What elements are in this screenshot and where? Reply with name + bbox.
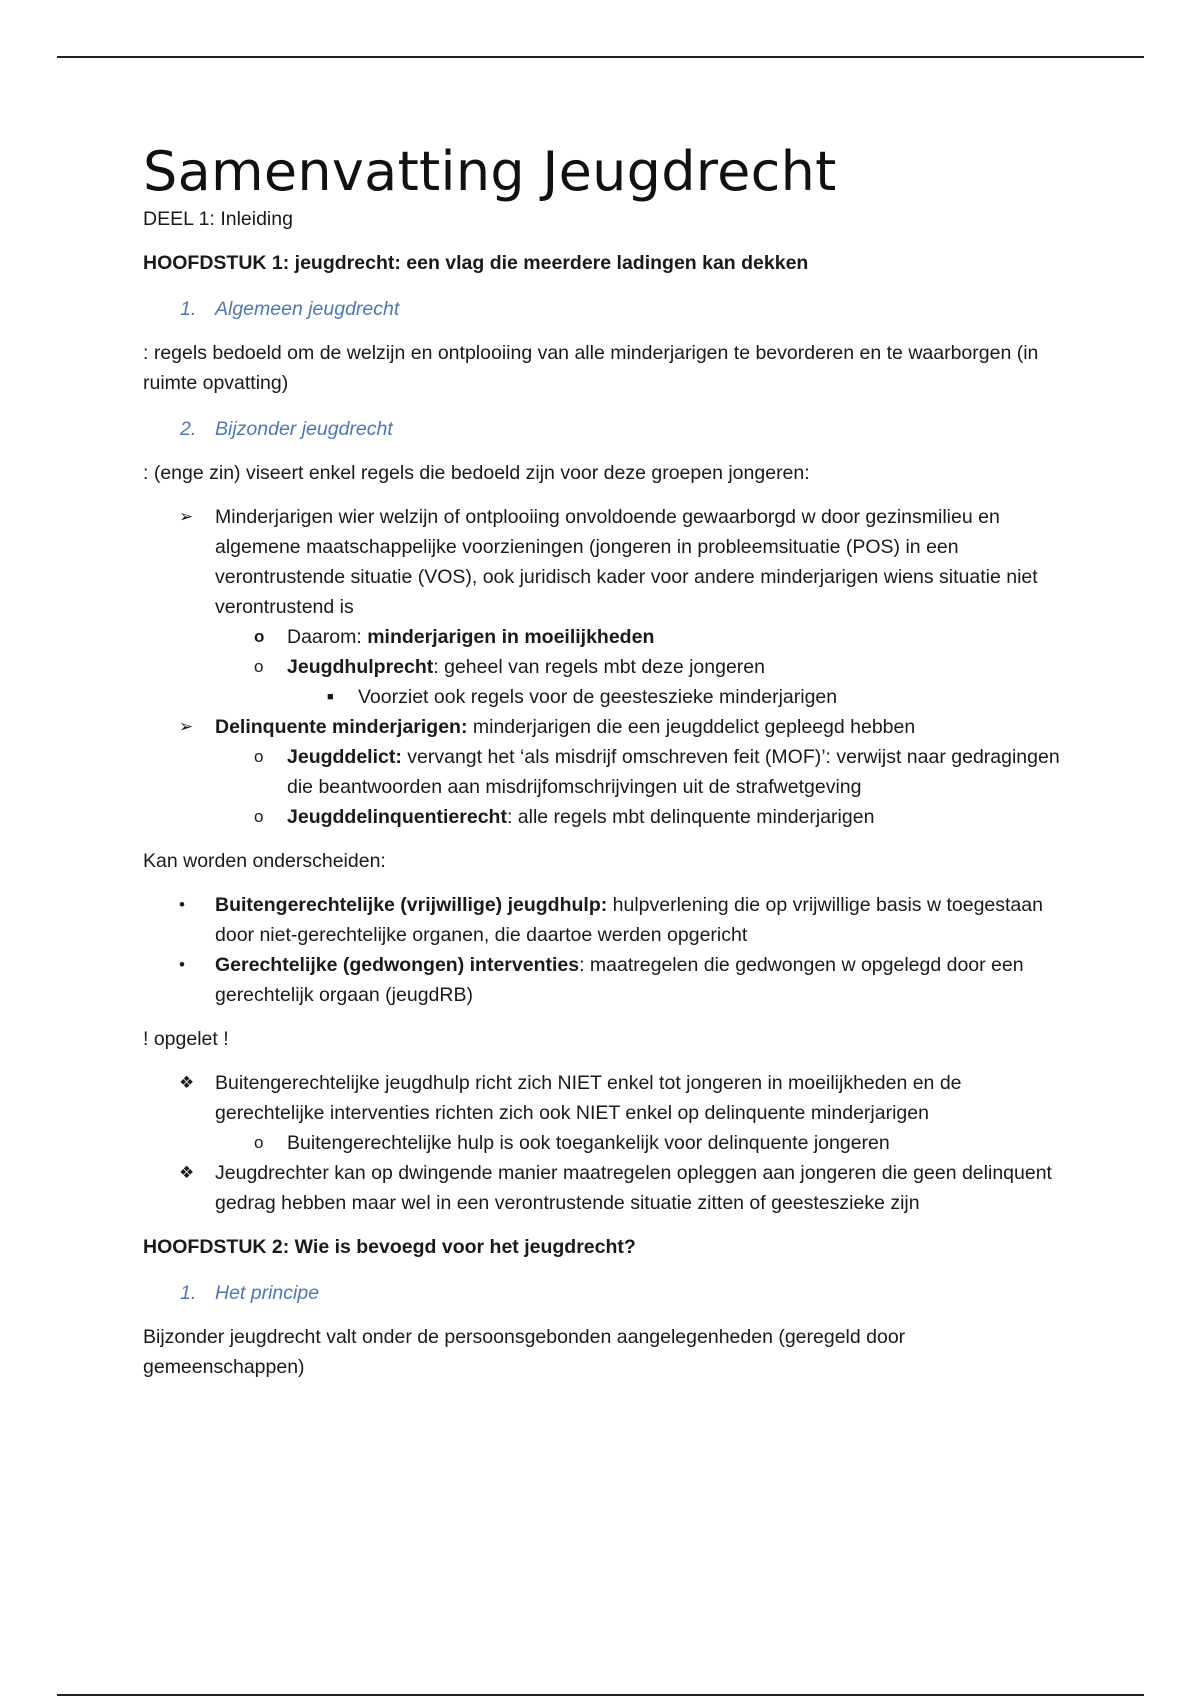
diamond-bullet-icon: ❖: [179, 1163, 195, 1182]
dot-bullet-icon: •: [179, 955, 185, 974]
list-item-text: Voorziet ook regels voor de geesteszieke minderjarigen: [358, 686, 838, 708]
section-label: Bijzonder jeugdrecht: [215, 418, 393, 440]
bold-term: Buitengerechtelijke (vrijwillige) jeugdhulp:: [215, 894, 608, 916]
bold-term: Jeugddelict:: [287, 746, 402, 768]
list-item-text: Buitengerechtelijke jeugdhulp richt zich NIET enkel tot jongeren in moeilijkheden en de gerechtelijke interventies richten zich ook NIET enkel op delinquente minderjarigen: [215, 1072, 962, 1124]
part-heading: DEEL 1: Inleiding: [143, 208, 293, 230]
paragraph-principe: Bijzonder jeugdrecht valt onder de persoonsgebonden aangelegenheden (geregeld door gemeenschappen): [143, 1326, 906, 1378]
section-number: 1.: [180, 298, 197, 320]
list-item-text: Minderjarigen wier welzijn of ontplooiing onvoldoende gewaarborgd w door gezinsmilieu en algemene maatschappelijke voorzieningen (jongeren in probleemsituatie (POS) in een verontrustende situatie (VOS), ook juridisch kader voor andere minderjarigen wiens situatie niet verontrustend is: [215, 506, 1038, 618]
list-item: [143, 622, 1063, 652]
bold-term: Delinquente minderjarigen:: [215, 716, 468, 738]
document-title: Samenvatting Jeugdrecht: [143, 140, 837, 203]
list-item-text: [215, 950, 1063, 1010]
diamond-bullet-icon: ❖: [179, 1073, 195, 1092]
list-item: [143, 502, 1063, 622]
bold-term: Jeugddelinquentierecht: [287, 806, 507, 828]
circle-bullet-icon: o: [254, 1133, 264, 1152]
text-run: : maatregelen die gedwongen w opgelegd door een gerechtelijk orgaan (jeugdRB): [215, 954, 1024, 1006]
text-run: minderjarigen die een jeugddelict gepleegd hebben: [467, 716, 916, 738]
footer-rule: [57, 1694, 1144, 1696]
section-number: 2.: [180, 418, 197, 440]
list-item: [143, 950, 1063, 1010]
list-item: [143, 1128, 1063, 1158]
list-item-text: [215, 712, 1063, 742]
list-item-text: [287, 802, 1063, 832]
groups-list: [143, 502, 1063, 832]
list-item: [143, 802, 1063, 832]
list-item-text: [287, 742, 1063, 802]
text-run: : alle regels mbt delinquente minderjarigen: [506, 806, 875, 828]
list-item-text: [287, 652, 1063, 682]
text-run: Daarom:: [287, 626, 368, 648]
bold-term: Jeugdhulprecht: [287, 656, 434, 678]
list-item-text: [215, 890, 1063, 950]
list-item: [143, 652, 1063, 682]
paragraph-attention: ! opgelet !: [143, 1028, 229, 1050]
paragraph-algemeen: : regels bedoeld om de welzijn en ontplooiing van alle minderjarigen te bevorderen en te waarborgen (in ruimte opvatting): [143, 342, 1039, 394]
list-item-text: Jeugdrechter kan op dwingende manier maatregelen opleggen aan jongeren die geen delinquent gedrag hebben maar wel in een verontrustende situatie zitten of geesteszieke zijn: [215, 1162, 1052, 1214]
header-rule: [57, 56, 1144, 58]
section-heading-bijzonder: [143, 414, 1063, 444]
circle-bullet-icon: o: [254, 657, 264, 676]
paragraph-bijzonder: : (enge zin) viseert enkel regels die bedoeld zijn voor deze groepen jongeren:: [143, 462, 810, 484]
document-body: [143, 140, 1063, 1382]
section-heading-algemeen: [143, 294, 1063, 324]
list-item: [143, 1068, 1063, 1128]
circle-bullet-icon: o: [254, 807, 264, 826]
chapter-1-heading: HOOFDSTUK 1: jeugdrecht: een vlag die meerdere ladingen kan dekken: [143, 252, 809, 274]
list-item: [143, 742, 1063, 802]
chapter-2-heading: HOOFDSTUK 2: Wie is bevoegd voor het jeugdrecht?: [143, 1236, 636, 1258]
arrow-bullet-icon: ➢: [179, 507, 194, 526]
section-number: 1.: [180, 1282, 197, 1304]
dot-bullet-icon: •: [179, 895, 185, 914]
list-item: [143, 890, 1063, 950]
list-item-text: [287, 622, 1063, 652]
text-run: hulpverlening die op vrijwillige basis w toegestaan door niet-gerechtelijke organen, die daartoe werden opgericht: [215, 894, 1043, 946]
text-run: vervangt het ‘als misdrijf omschreven feit (MOF)’: verwijst naar gedragingen die beantwoorden aan misdrijfomschrijvingen uit de strafwetgeving: [287, 746, 1060, 798]
arrow-bullet-icon: ➢: [179, 717, 194, 736]
list-item: [143, 1158, 1063, 1218]
paragraph-distinguish-intro: Kan worden onderscheiden:: [143, 850, 386, 872]
attention-list: [143, 1068, 1063, 1218]
section-heading-principe: [143, 1278, 1063, 1308]
section-label: Algemeen jeugdrecht: [215, 298, 400, 320]
list-item: [143, 682, 1063, 712]
distinguish-list: [143, 890, 1063, 1010]
bold-term: Gerechtelijke (gedwongen) interventies: [215, 954, 580, 976]
square-bullet-icon: ■: [327, 691, 334, 703]
section-label: Het principe: [215, 1282, 320, 1304]
list-item: [143, 712, 1063, 742]
list-item-text: Buitengerechtelijke hulp is ook toegankelijk voor delinquente jongeren: [287, 1132, 890, 1154]
circle-bullet-icon: o: [254, 627, 265, 646]
bold-term: minderjarigen in moeilijkheden: [367, 626, 655, 648]
text-run: : geheel van regels mbt deze jongeren: [433, 656, 765, 678]
circle-bullet-icon: o: [254, 747, 264, 766]
